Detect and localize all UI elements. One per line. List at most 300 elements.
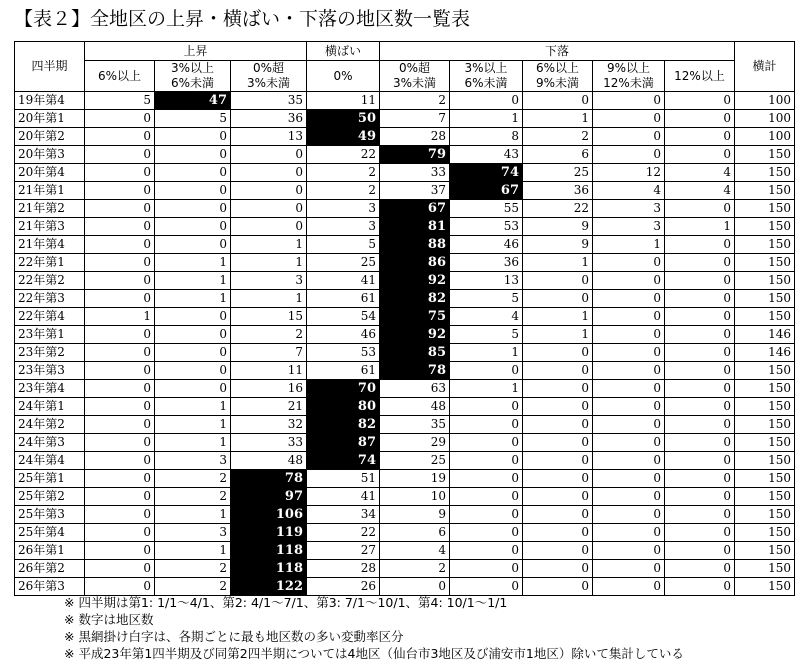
table-row: [15, 326, 795, 344]
sub-header-1: 3%以上 6%未満: [155, 61, 231, 92]
value-cell: 0: [665, 434, 735, 452]
total-cell: 150: [735, 218, 795, 236]
value-cell: 4: [380, 542, 450, 560]
table-row: [15, 362, 795, 380]
value-cell: 0: [593, 128, 665, 146]
value-cell: 0: [665, 308, 735, 326]
value-cell: 0: [665, 272, 735, 290]
value-cell: 0: [665, 578, 735, 596]
total-cell: 150: [735, 398, 795, 416]
sub-header-2: 0%超 3%未満: [231, 61, 307, 92]
value-cell: 13: [231, 128, 307, 146]
value-cell: 61: [307, 290, 380, 308]
highlight-cell: 47: [155, 92, 231, 110]
table-row: [15, 416, 795, 434]
highlight-cell: 88: [380, 236, 450, 254]
highlight-cell: 50: [307, 110, 380, 128]
value-cell: 0: [593, 146, 665, 164]
value-cell: 0: [523, 542, 593, 560]
quarter-cell: 21年第1: [15, 182, 85, 200]
total-cell: 150: [735, 470, 795, 488]
value-cell: 36: [450, 254, 523, 272]
total-cell: 100: [735, 92, 795, 110]
highlight-cell: 97: [231, 488, 307, 506]
value-cell: 3: [155, 524, 231, 542]
table-row: [15, 128, 795, 146]
value-cell: 0: [231, 146, 307, 164]
highlight-cell: 67: [450, 182, 523, 200]
value-cell: 0: [155, 182, 231, 200]
total-cell: 150: [735, 236, 795, 254]
value-cell: 53: [450, 218, 523, 236]
value-cell: 0: [85, 452, 155, 470]
value-cell: 0: [523, 470, 593, 488]
total-cell: 150: [735, 164, 795, 182]
value-cell: 0: [665, 506, 735, 524]
value-cell: 1: [523, 110, 593, 128]
value-cell: 0: [155, 218, 231, 236]
value-cell: 0: [85, 488, 155, 506]
total-cell: 150: [735, 380, 795, 398]
value-cell: 25: [380, 452, 450, 470]
value-cell: 0: [155, 200, 231, 218]
value-cell: 0: [155, 128, 231, 146]
quarter-cell: 24年第1: [15, 398, 85, 416]
value-cell: 1: [155, 506, 231, 524]
value-cell: 0: [593, 524, 665, 542]
value-cell: 2: [155, 560, 231, 578]
value-cell: 1: [450, 380, 523, 398]
value-cell: 0: [523, 488, 593, 506]
highlight-cell: 75: [380, 308, 450, 326]
value-cell: 0: [523, 578, 593, 596]
value-cell: 5: [450, 290, 523, 308]
value-cell: 0: [523, 506, 593, 524]
value-cell: 34: [307, 506, 380, 524]
value-cell: 0: [85, 578, 155, 596]
highlight-cell: 70: [307, 380, 380, 398]
value-cell: 0: [593, 560, 665, 578]
value-cell: 4: [450, 308, 523, 326]
value-cell: 11: [307, 92, 380, 110]
value-cell: 0: [450, 362, 523, 380]
value-cell: 0: [85, 254, 155, 272]
value-cell: 25: [523, 164, 593, 182]
table-row: [15, 290, 795, 308]
value-cell: 1: [155, 434, 231, 452]
value-cell: 46: [307, 326, 380, 344]
quarter-cell: 25年第4: [15, 524, 85, 542]
value-cell: 0: [665, 398, 735, 416]
value-cell: 3: [155, 452, 231, 470]
value-cell: 21: [231, 398, 307, 416]
value-cell: 22: [307, 146, 380, 164]
value-cell: 5: [155, 110, 231, 128]
sub-header-6: 6%以上 9%未満: [523, 61, 593, 92]
footnote: ※ 数字は地区数: [64, 612, 154, 627]
highlight-cell: 80: [307, 398, 380, 416]
value-cell: 53: [307, 344, 380, 362]
value-cell: 0: [85, 344, 155, 362]
value-cell: 41: [307, 272, 380, 290]
value-cell: 33: [380, 164, 450, 182]
table-row: [15, 524, 795, 542]
quarter-cell: 20年第3: [15, 146, 85, 164]
value-cell: 29: [380, 434, 450, 452]
value-cell: 0: [155, 236, 231, 254]
value-cell: 0: [85, 524, 155, 542]
value-cell: 13: [450, 272, 523, 290]
quarter-cell: 20年第4: [15, 164, 85, 182]
value-cell: 1: [523, 326, 593, 344]
quarter-cell: 19年第4: [15, 92, 85, 110]
value-cell: 2: [380, 92, 450, 110]
table-row: [15, 560, 795, 578]
quarter-cell: 22年第2: [15, 272, 85, 290]
highlight-cell: 86: [380, 254, 450, 272]
value-cell: 0: [665, 110, 735, 128]
value-cell: 0: [450, 452, 523, 470]
value-cell: 11: [231, 362, 307, 380]
value-cell: 1: [85, 308, 155, 326]
value-cell: 54: [307, 308, 380, 326]
value-cell: 0: [155, 362, 231, 380]
value-cell: 5: [85, 92, 155, 110]
value-cell: 35: [380, 416, 450, 434]
value-cell: 2: [155, 578, 231, 596]
value-cell: 0: [593, 92, 665, 110]
value-cell: 25: [307, 254, 380, 272]
value-cell: 0: [85, 164, 155, 182]
value-cell: 0: [155, 344, 231, 362]
total-cell: 150: [735, 542, 795, 560]
value-cell: 43: [450, 146, 523, 164]
value-cell: 36: [523, 182, 593, 200]
quarter-cell: 25年第2: [15, 488, 85, 506]
value-cell: 1: [231, 236, 307, 254]
table-row: [15, 506, 795, 524]
value-cell: 0: [593, 254, 665, 272]
value-cell: 9: [523, 236, 593, 254]
value-cell: 0: [85, 506, 155, 524]
value-cell: 4: [665, 164, 735, 182]
total-cell: 150: [735, 434, 795, 452]
value-cell: 0: [85, 434, 155, 452]
quarter-cell: 22年第3: [15, 290, 85, 308]
value-cell: 0: [665, 470, 735, 488]
value-cell: 0: [593, 326, 665, 344]
sub-header-row: [15, 61, 795, 92]
total-cell: 150: [735, 146, 795, 164]
value-cell: 48: [231, 452, 307, 470]
table-row: [15, 110, 795, 128]
value-cell: 27: [307, 542, 380, 560]
total-cell: 150: [735, 200, 795, 218]
page-title: 【表２】全地区の上昇・横ばい・下落の地区数一覧表: [14, 8, 471, 30]
total-cell: 100: [735, 128, 795, 146]
table-row: [15, 542, 795, 560]
value-cell: 0: [665, 380, 735, 398]
value-cell: 7: [380, 110, 450, 128]
sub-header-3: 0%: [307, 61, 380, 92]
highlight-cell: 92: [380, 326, 450, 344]
value-cell: 0: [85, 218, 155, 236]
highlight-cell: 118: [231, 560, 307, 578]
quarter-cell: 24年第2: [15, 416, 85, 434]
value-cell: 0: [665, 290, 735, 308]
value-cell: 2: [155, 470, 231, 488]
value-cell: 0: [523, 290, 593, 308]
highlight-cell: 78: [231, 470, 307, 488]
value-cell: 3: [307, 200, 380, 218]
value-cell: 0: [593, 542, 665, 560]
sub-header-8: 12%以上: [665, 61, 735, 92]
quarter-cell: 21年第2: [15, 200, 85, 218]
value-cell: 0: [450, 506, 523, 524]
value-cell: 0: [155, 146, 231, 164]
value-cell: 41: [307, 488, 380, 506]
value-cell: 0: [523, 416, 593, 434]
value-cell: 3: [307, 218, 380, 236]
value-cell: 19: [380, 470, 450, 488]
table-body: [15, 92, 795, 596]
value-cell: 0: [85, 362, 155, 380]
value-cell: 22: [523, 200, 593, 218]
value-cell: 0: [593, 308, 665, 326]
value-cell: 0: [593, 344, 665, 362]
table-row: [15, 488, 795, 506]
footnote: ※ 四半期は第1: 1/1～4/1、第2: 4/1～7/1、第3: 7/1～10/1、第4: 10/1～1/1: [64, 595, 508, 610]
value-cell: 0: [523, 272, 593, 290]
value-cell: 0: [85, 470, 155, 488]
value-cell: 1: [450, 344, 523, 362]
value-cell: 37: [380, 182, 450, 200]
value-cell: 0: [85, 110, 155, 128]
value-cell: 0: [155, 164, 231, 182]
table-row: [15, 254, 795, 272]
value-cell: 55: [450, 200, 523, 218]
table-row: [15, 398, 795, 416]
header-quarter: 四半期: [15, 42, 85, 92]
value-cell: 22: [307, 524, 380, 542]
table-row: [15, 452, 795, 470]
value-cell: 0: [593, 272, 665, 290]
value-cell: 0: [155, 308, 231, 326]
value-cell: 1: [155, 416, 231, 434]
value-cell: 0: [665, 452, 735, 470]
header-flat: 横ばい: [307, 42, 380, 61]
total-cell: 150: [735, 578, 795, 596]
value-cell: 0: [523, 560, 593, 578]
value-cell: 0: [523, 434, 593, 452]
value-cell: 0: [665, 524, 735, 542]
value-cell: 1: [155, 542, 231, 560]
value-cell: 0: [231, 164, 307, 182]
value-cell: 0: [450, 398, 523, 416]
value-cell: 9: [523, 218, 593, 236]
value-cell: 4: [593, 182, 665, 200]
total-cell: 100: [735, 110, 795, 128]
value-cell: 0: [450, 488, 523, 506]
table-row: [15, 146, 795, 164]
value-cell: 0: [665, 200, 735, 218]
footnote: ※ 平成23年第1四半期及び同第2四半期については4地区（仙台市3地区及び浦安市1地区）除いて集計している: [64, 646, 684, 661]
highlight-cell: 78: [380, 362, 450, 380]
quarter-cell: 20年第2: [15, 128, 85, 146]
value-cell: 0: [523, 92, 593, 110]
value-cell: 0: [593, 488, 665, 506]
value-cell: 0: [665, 362, 735, 380]
value-cell: 2: [155, 488, 231, 506]
value-cell: 4: [665, 182, 735, 200]
sub-header-4: 0%超 3%未満: [380, 61, 450, 92]
value-cell: 0: [593, 290, 665, 308]
value-cell: 0: [593, 452, 665, 470]
value-cell: 2: [380, 560, 450, 578]
value-cell: 15: [231, 308, 307, 326]
value-cell: 32: [231, 416, 307, 434]
value-cell: 0: [450, 92, 523, 110]
quarter-cell: 21年第3: [15, 218, 85, 236]
value-cell: 0: [450, 434, 523, 452]
value-cell: 0: [665, 128, 735, 146]
header-rise: 上昇: [85, 42, 307, 61]
quarter-cell: 23年第4: [15, 380, 85, 398]
table-row: [15, 182, 795, 200]
value-cell: 0: [450, 578, 523, 596]
value-cell: 0: [85, 272, 155, 290]
value-cell: 0: [665, 488, 735, 506]
highlight-cell: 74: [307, 452, 380, 470]
value-cell: 0: [85, 326, 155, 344]
total-cell: 150: [735, 524, 795, 542]
value-cell: 0: [85, 416, 155, 434]
total-cell: 146: [735, 326, 795, 344]
value-cell: 2: [307, 182, 380, 200]
value-cell: 0: [155, 326, 231, 344]
table-row: [15, 380, 795, 398]
value-cell: 0: [593, 578, 665, 596]
value-cell: 0: [450, 560, 523, 578]
quarter-cell: 26年第1: [15, 542, 85, 560]
value-cell: 0: [450, 416, 523, 434]
sub-header-0: 6%以上: [85, 61, 155, 92]
value-cell: 61: [307, 362, 380, 380]
value-cell: 2: [231, 326, 307, 344]
value-cell: 48: [380, 398, 450, 416]
highlight-cell: 82: [380, 290, 450, 308]
highlight-cell: 82: [307, 416, 380, 434]
total-cell: 146: [735, 344, 795, 362]
district-count-table: [14, 41, 795, 596]
notes: [64, 594, 684, 662]
value-cell: 35: [231, 92, 307, 110]
value-cell: 3: [593, 200, 665, 218]
value-cell: 0: [523, 380, 593, 398]
highlight-cell: 119: [231, 524, 307, 542]
quarter-cell: 24年第4: [15, 452, 85, 470]
value-cell: 1: [155, 272, 231, 290]
value-cell: 1: [155, 398, 231, 416]
value-cell: 1: [231, 290, 307, 308]
value-cell: 1: [523, 308, 593, 326]
value-cell: 3: [231, 272, 307, 290]
quarter-cell: 22年第4: [15, 308, 85, 326]
value-cell: 0: [665, 92, 735, 110]
value-cell: 0: [231, 218, 307, 236]
table-row: [15, 434, 795, 452]
value-cell: 0: [231, 200, 307, 218]
value-cell: 36: [231, 110, 307, 128]
value-cell: 0: [523, 398, 593, 416]
table-row: [15, 308, 795, 326]
quarter-cell: 24年第3: [15, 434, 85, 452]
value-cell: 0: [593, 362, 665, 380]
value-cell: 1: [665, 218, 735, 236]
value-cell: 0: [593, 434, 665, 452]
value-cell: 2: [307, 164, 380, 182]
footnote: ※ 黒網掛け白字は、各期ごとに最も地区数の多い変動率区分: [64, 629, 404, 644]
value-cell: 26: [307, 578, 380, 596]
total-cell: 150: [735, 254, 795, 272]
value-cell: 16: [231, 380, 307, 398]
quarter-cell: 20年第1: [15, 110, 85, 128]
value-cell: 0: [665, 542, 735, 560]
value-cell: 0: [85, 182, 155, 200]
value-cell: 0: [85, 542, 155, 560]
quarter-cell: 22年第1: [15, 254, 85, 272]
value-cell: 9: [380, 506, 450, 524]
value-cell: 10: [380, 488, 450, 506]
value-cell: 0: [593, 506, 665, 524]
value-cell: 33: [231, 434, 307, 452]
value-cell: 0: [665, 236, 735, 254]
value-cell: 7: [231, 344, 307, 362]
value-cell: 0: [523, 344, 593, 362]
value-cell: 0: [85, 380, 155, 398]
quarter-cell: 21年第4: [15, 236, 85, 254]
value-cell: 0: [85, 290, 155, 308]
value-cell: 46: [450, 236, 523, 254]
value-cell: 0: [665, 326, 735, 344]
value-cell: 3: [593, 218, 665, 236]
value-cell: 6: [380, 524, 450, 542]
value-cell: 51: [307, 470, 380, 488]
value-cell: 8: [450, 128, 523, 146]
quarter-cell: 23年第3: [15, 362, 85, 380]
value-cell: 0: [85, 560, 155, 578]
value-cell: 0: [85, 200, 155, 218]
value-cell: 1: [523, 254, 593, 272]
sub-header-7: 9%以上 12%未満: [593, 61, 665, 92]
value-cell: 0: [85, 398, 155, 416]
value-cell: 2: [523, 128, 593, 146]
highlight-cell: 87: [307, 434, 380, 452]
total-cell: 150: [735, 506, 795, 524]
value-cell: 0: [523, 524, 593, 542]
value-cell: 0: [593, 110, 665, 128]
total-cell: 150: [735, 272, 795, 290]
value-cell: 5: [450, 326, 523, 344]
value-cell: 0: [450, 542, 523, 560]
highlight-cell: 81: [380, 218, 450, 236]
table-row: [15, 344, 795, 362]
value-cell: 63: [380, 380, 450, 398]
value-cell: 1: [593, 236, 665, 254]
header-fall: 下落: [380, 42, 735, 61]
total-cell: 150: [735, 362, 795, 380]
quarter-cell: 23年第1: [15, 326, 85, 344]
